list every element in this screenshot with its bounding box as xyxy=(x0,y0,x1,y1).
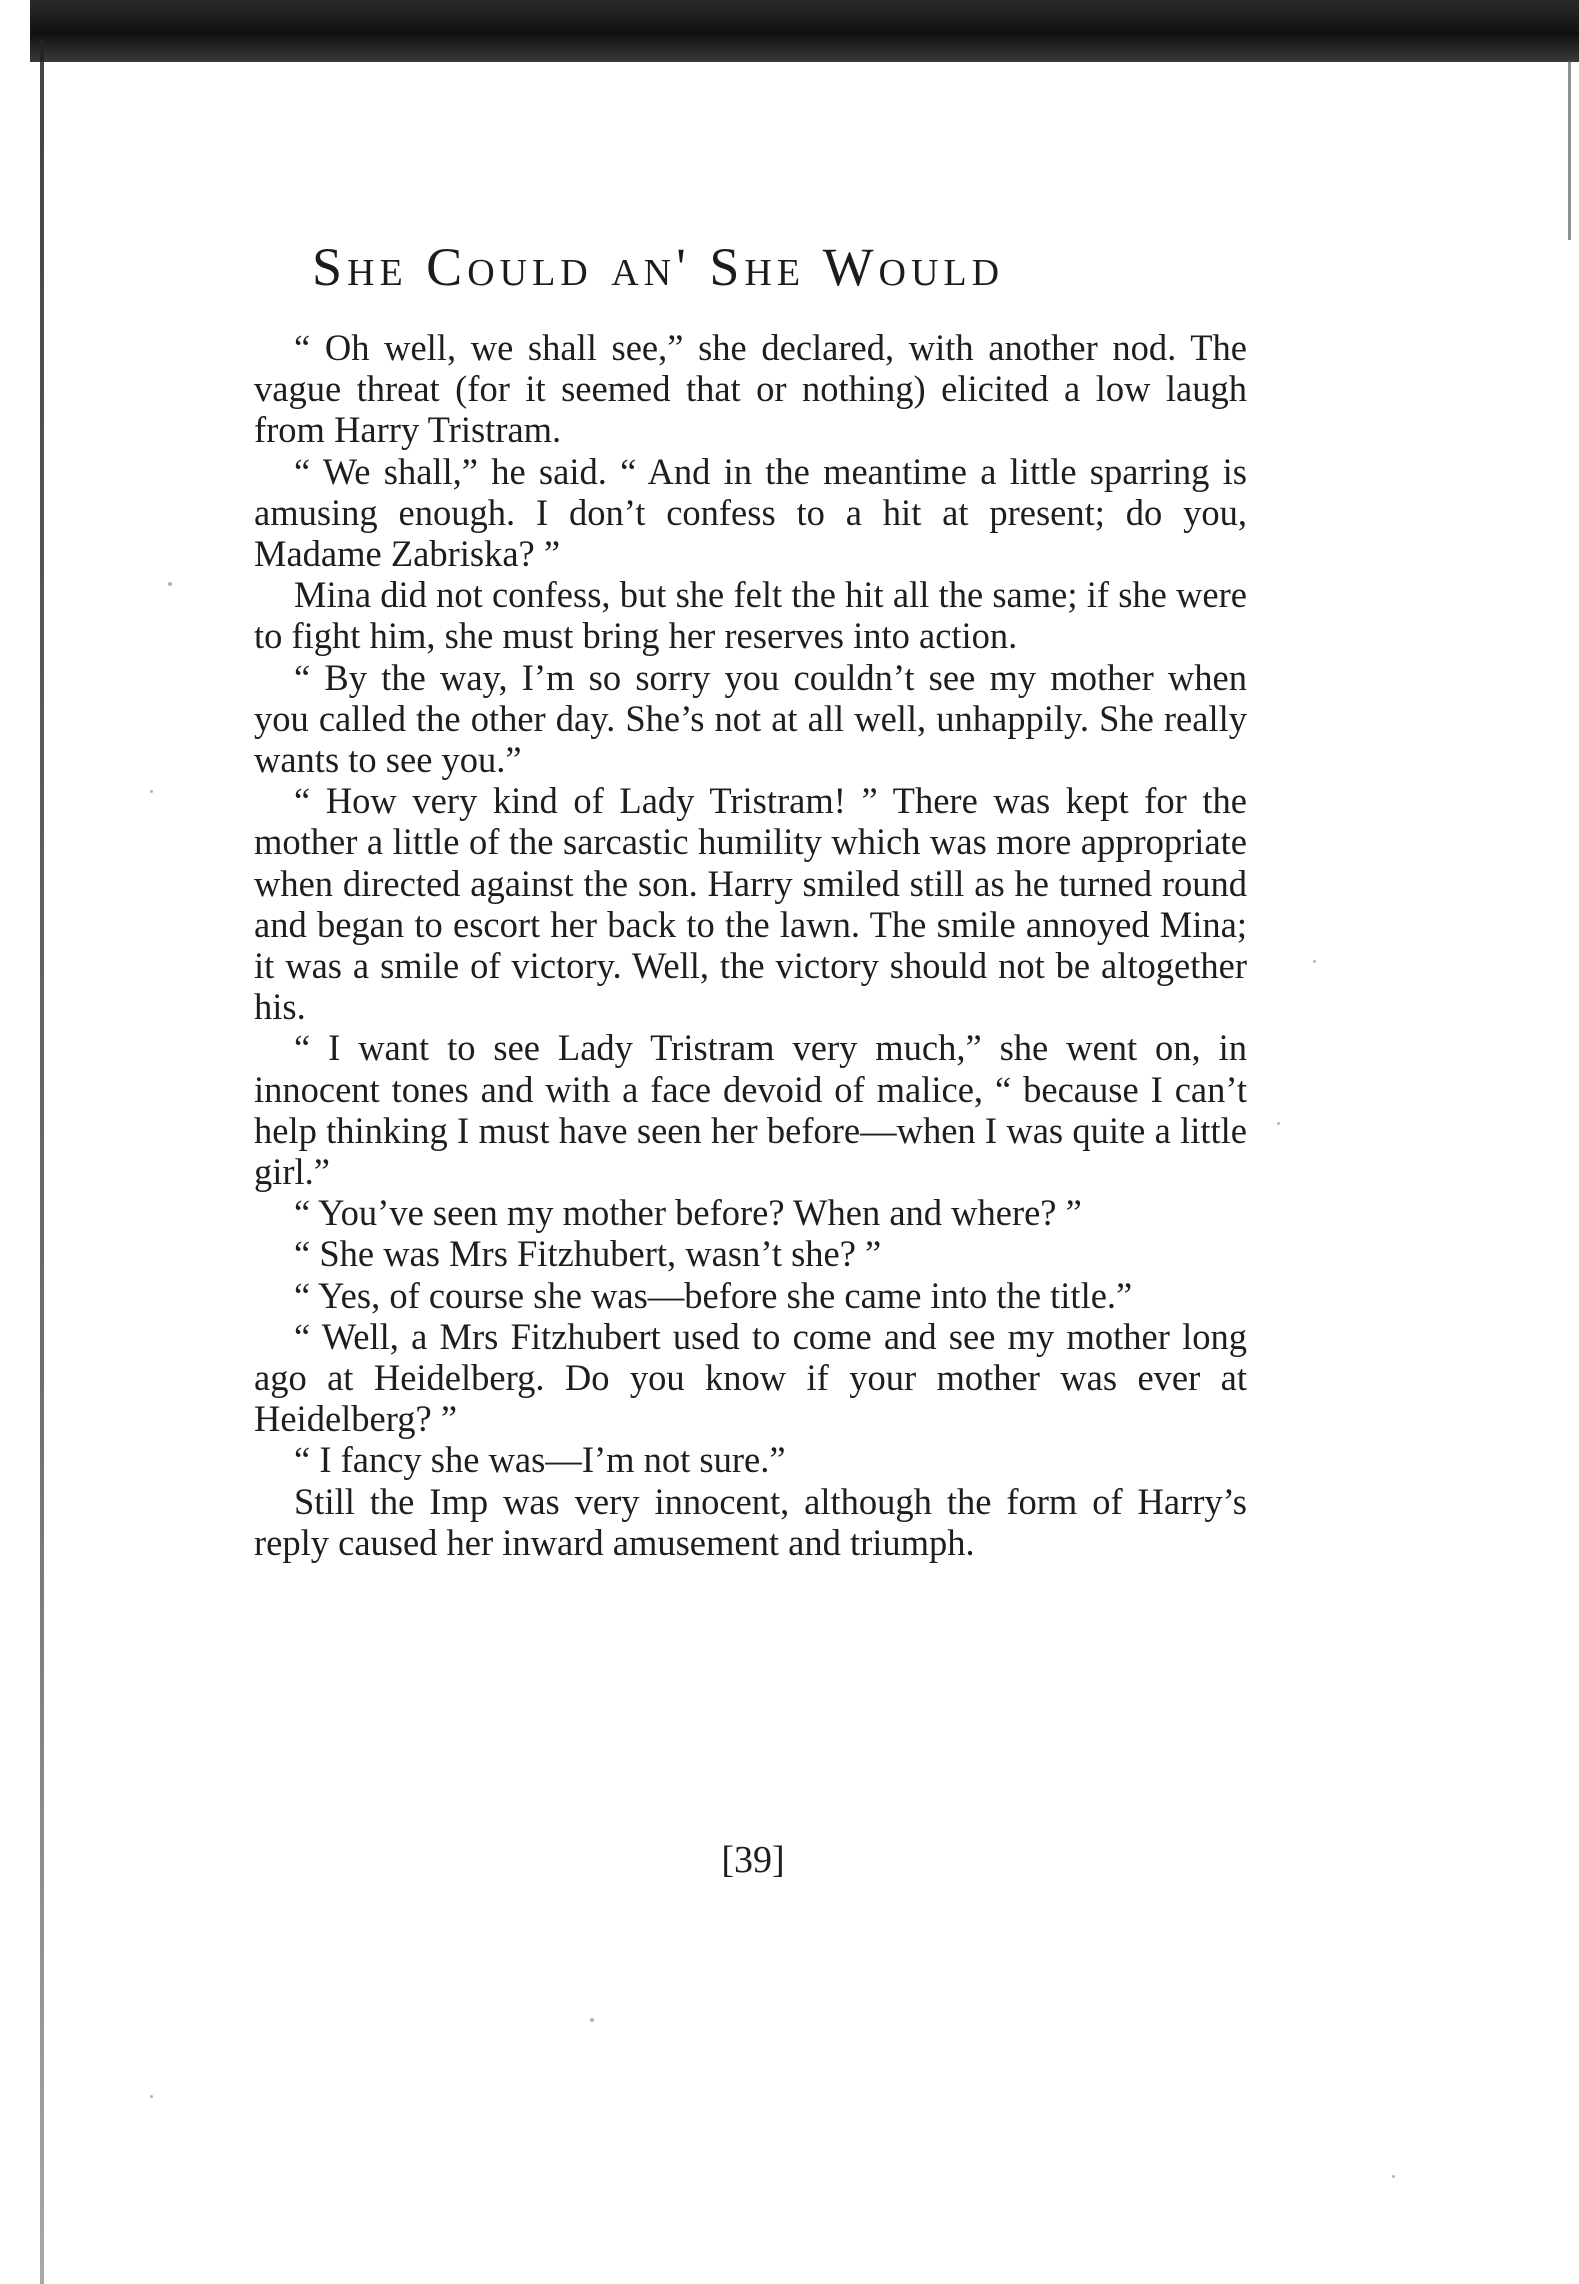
scan-speck xyxy=(168,582,172,586)
body-text xyxy=(254,327,1247,1563)
scan-left-edge xyxy=(40,40,44,2284)
scan-speck xyxy=(1277,1122,1280,1125)
paragraph: “ Well, a Mrs Fitzhubert used to come and see my mother long ago at Heidelberg. Do you know if your mother was ever at Heidelberg? ” xyxy=(254,1315,1247,1440)
scan-top-shadow xyxy=(30,0,1579,62)
paragraph: “ We shall,” he said. “ And in the meantime a little sparring is amusing enough. I don’t confess to a hit at present; do you, Madame Zabriska? ” xyxy=(254,450,1247,575)
paragraph: “ I want to see Lady Tristram very much,” she went on, in innocent tones and with a face devoid of malice, “ because I can’t help thinking I must have seen her before—when I was quite a little girl.” xyxy=(254,1027,1247,1193)
paragraph: Mina did not confess, but she felt the hit all the same; if she were to fight him, she must bring her reserves into action. xyxy=(254,574,1247,657)
scan-right-edge xyxy=(1568,60,1571,240)
paragraph: “ Oh well, we shall see,” she declared, with another nod. The vague threat (for it seemed that or nothing) elicited a low laugh from Harry Tristram. xyxy=(254,327,1247,451)
paragraph: “ She was Mrs Fitzhubert, wasn’t she? ” xyxy=(294,1233,882,1275)
paragraph: “ You’ve seen my mother before? When and where? ” xyxy=(294,1192,1082,1234)
scan-speck xyxy=(150,2095,153,2098)
scan-speck xyxy=(150,790,153,793)
page-number: [39] xyxy=(721,1839,785,1881)
paragraph: Still the Imp was very innocent, although the form of Harry’s reply caused her inward amusement and triumph. xyxy=(254,1480,1247,1563)
paragraph: “ I fancy she was—I’m not sure.” xyxy=(294,1439,786,1481)
paragraph: “ Yes, of course she was—before she came into the title.” xyxy=(294,1274,1133,1316)
scan-speck xyxy=(1313,960,1316,963)
paragraph: “ By the way, I’m so sorry you couldn’t see my mother when you called the other day. She’s not at all well, unhappily. She really wants to see you.” xyxy=(254,656,1247,781)
running-head: She Could an' She Would xyxy=(312,237,1005,297)
scan-speck xyxy=(590,2018,594,2022)
scan-speck xyxy=(1392,2175,1395,2178)
paragraph: “ How very kind of Lady Tristram! ” There was kept for the mother a little of the sarcastic humility which was more appropriate when directed against the son. Harry smiled still as he turned round and began to escort her back to the lawn. The smile annoyed Mina; it was a smile of victory. Well, the victory should not be altogether his. xyxy=(254,780,1247,1028)
